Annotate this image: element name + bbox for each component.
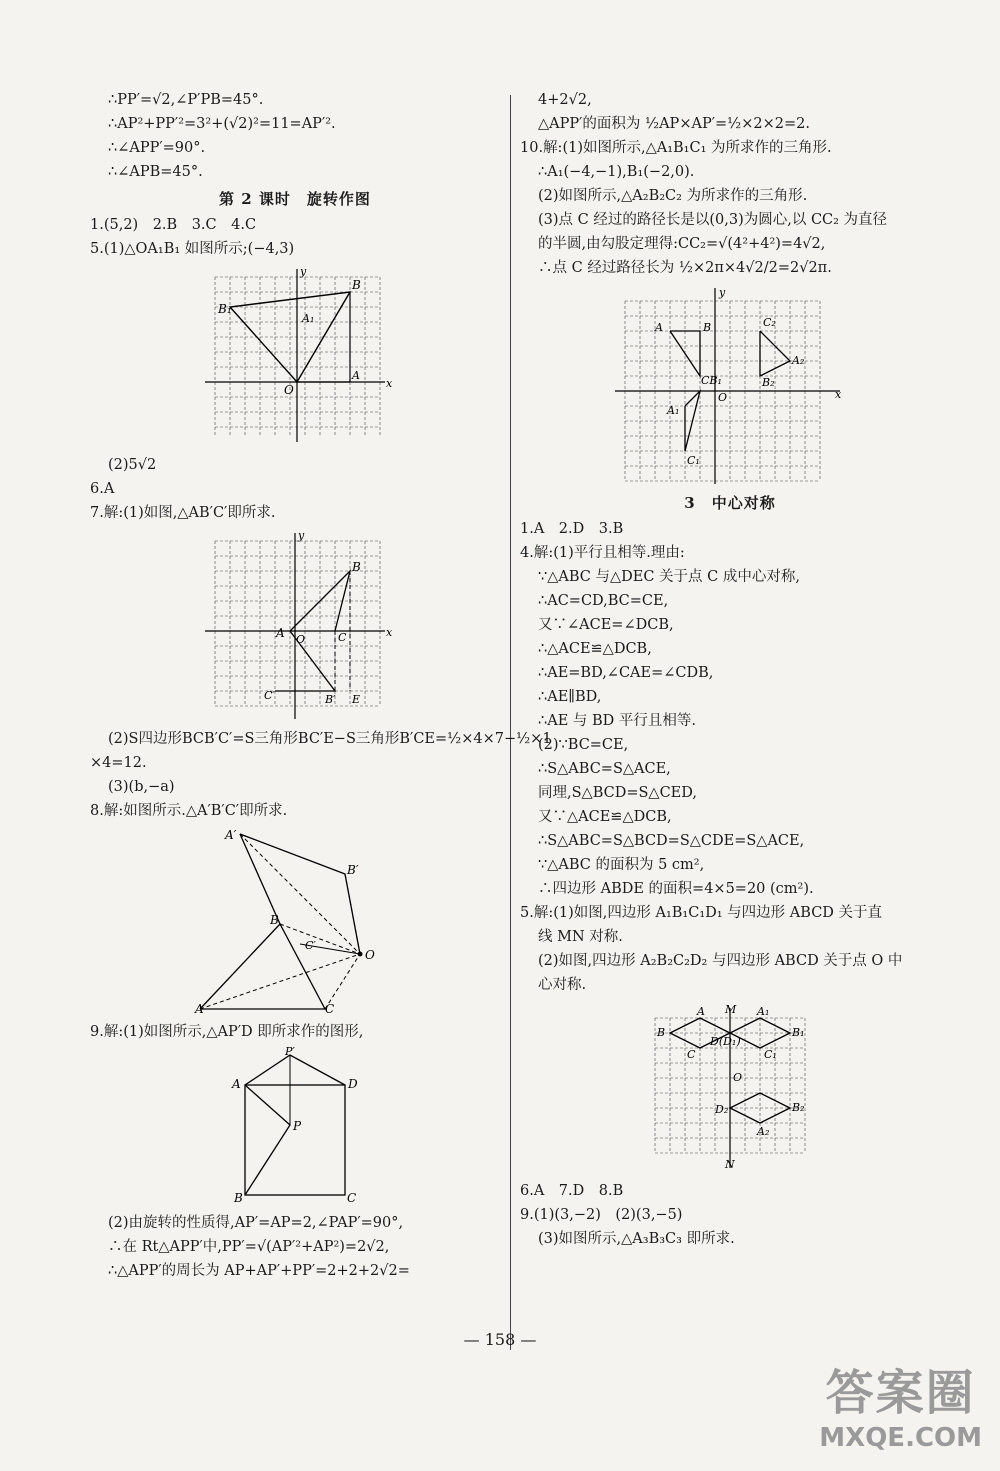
text-line: (2)如图所示,△A₂B₂C₂ 为所求作的三角形.: [538, 188, 808, 204]
text-line: ∴∠APB=45°.: [108, 164, 203, 180]
svg-text:y: y: [300, 265, 307, 278]
svg-text:y: y: [719, 286, 726, 299]
text-line: ∴AE∥BD,: [538, 689, 602, 705]
svg-text:x: x: [386, 626, 393, 639]
text-line: ∵△ABC 的面积为 5 cm²,: [538, 857, 705, 873]
svg-text:B: B: [352, 560, 361, 574]
figure-q10: [615, 286, 845, 486]
text-line: 又∵∠ACE=∠DCB,: [538, 617, 674, 633]
text-line: ∴AP²+PP′²=3²+(√2)²=11=AP′².: [108, 116, 336, 132]
figure-q5: [200, 265, 393, 447]
text-line: ∴四边形 ABDE 的面积=4×5=20 (cm²).: [538, 881, 814, 897]
right-column: [520, 88, 940, 1251]
svg-text:P′: P′: [285, 1045, 295, 1058]
text-line: ∴AC=CD,BC=CE,: [538, 593, 669, 609]
svg-text:y: y: [298, 529, 305, 542]
svg-text:O: O: [365, 948, 375, 962]
text-line: ∴S△ABC=S△ACE,: [538, 761, 671, 777]
text-line: ∴∠APP′=90°.: [108, 140, 206, 156]
text-line: 同理,S△BCD=S△CED,: [538, 785, 697, 801]
svg-text:B′: B′: [325, 693, 336, 706]
answers-6-8: 6.A 7.D 8.B: [520, 1183, 624, 1199]
q7-part2-a: (2)S四边形BCB′C′=S三角形BC′E−S三角形B′CE=½×4×7−½×1: [108, 731, 552, 747]
svg-text:N: N: [725, 1158, 735, 1171]
watermark-url: MXQE.COM: [819, 1423, 982, 1453]
q9-right-part3: (3)如图所示,△A₃B₃C₃ 即所求.: [538, 1231, 735, 1247]
q5-right-lines: [520, 925, 940, 997]
left-column: [90, 88, 552, 1283]
question-7: 7.解:(1)如图,△AB′C′即所求.: [90, 505, 276, 521]
svg-text:A₁: A₁: [302, 312, 315, 325]
text-line: ∴△ACE≌△DCB,: [538, 641, 652, 657]
svg-text:B₁: B₁: [792, 1026, 805, 1039]
text-line: ∴PP′=√2,∠P′PB=45°.: [108, 92, 264, 108]
svg-text:B: B: [270, 913, 279, 927]
text-line: (2)如图,四边形 A₂B₂C₂D₂ 与四边形 ABCD 关于点 O 中: [538, 953, 903, 969]
svg-text:B₂: B₂: [792, 1101, 805, 1114]
svg-text:A₂: A₂: [792, 354, 805, 367]
svg-text:D(D₁): D(D₁): [710, 1035, 741, 1048]
svg-text:A₂: A₂: [757, 1125, 770, 1138]
svg-text:A: A: [232, 1077, 241, 1091]
svg-text:O: O: [733, 1071, 743, 1084]
figure-q5-right: [645, 1003, 815, 1173]
text-line: (2)∵BC=CE,: [538, 737, 629, 753]
section-heading: 第 2 课时 旋转作图: [219, 190, 371, 208]
text-line: ∴S△ABC=S△BCD=S△CDE=S△ACE,: [538, 833, 805, 849]
text-line: ∴AE=BD,∠CAE=∠CDB,: [538, 665, 714, 681]
watermark: [819, 1354, 982, 1453]
svg-text:B₂: B₂: [762, 376, 775, 389]
svg-text:C: C: [338, 631, 347, 644]
svg-text:CB₁: CB₁: [701, 374, 722, 387]
svg-text:B: B: [703, 321, 712, 334]
svg-text:E: E: [352, 693, 361, 706]
svg-text:O: O: [284, 383, 294, 397]
question-8: 8.解:如图所示.△A′B′C′即所求.: [90, 803, 288, 819]
answers-1-3: 1.A 2.D 3.B: [520, 521, 624, 537]
question-9: 9.解:(1)如图所示,△AP′D 即所求作的图形,: [90, 1024, 364, 1040]
text-line: 心对称.: [538, 977, 587, 993]
text-line: 又∵△ACE≌△DCB,: [538, 809, 672, 825]
answers-1-4: 1.(5,2) 2.B 3.C 4.C: [90, 217, 257, 233]
svg-text:O: O: [296, 633, 306, 646]
figure-q9: [230, 1045, 360, 1205]
q7-part2-b: ×4=12.: [90, 755, 147, 771]
svg-text:A₁: A₁: [667, 404, 680, 417]
question-10: 10.解:(1)如图所示,△A₁B₁C₁ 为所求作的三角形.: [520, 140, 832, 156]
question-5-right: 5.解:(1)如图,四边形 A₁B₁C₁D₁ 与四边形 ABCD 关于直: [520, 905, 883, 921]
svg-text:B: B: [234, 1191, 243, 1205]
text-line: ∴点 C 经过路径长为 ½×2π×4√2/2=2√2π.: [538, 260, 832, 276]
svg-text:C′: C′: [264, 689, 275, 702]
svg-text:B: B: [657, 1026, 666, 1039]
text-line: 的半圆,由勾股定理得:CC₂=√(4²+4²)=4√2,: [538, 236, 826, 252]
svg-text:C: C: [687, 1048, 696, 1061]
text-line: (3)点 C 经过的路径长是以(0,3)为圆心,以 CC₂ 为直径: [538, 212, 888, 228]
svg-text:A: A: [352, 369, 360, 382]
text-line: ∴△APP′的周长为 AP+AP′+PP′=2+2+2√2=: [108, 1263, 410, 1279]
svg-text:B′: B′: [347, 863, 359, 877]
q4-proof: [520, 565, 940, 901]
question-6: 6.A: [90, 481, 115, 497]
text-line: △APP′的面积为 ½AP×AP′=½×2×2=2.: [538, 116, 810, 132]
column-divider: [510, 95, 511, 1350]
right-top-lines: [520, 88, 940, 136]
svg-text:M: M: [725, 1003, 737, 1016]
watermark-title: 答案圈: [825, 1365, 976, 1421]
text-line: 4+2√2,: [538, 92, 592, 108]
text-line: 线 MN 对称.: [538, 929, 623, 945]
figure-q8: [195, 829, 395, 1014]
text-line: (2)由旋转的性质得,AP′=AP=2,∠PAP′=90°,: [108, 1215, 404, 1231]
q10-lines: [520, 160, 940, 280]
svg-text:C: C: [347, 1191, 357, 1205]
svg-text:A₁: A₁: [757, 1005, 770, 1018]
question-5: 5.(1)△OA₁B₁ 如图所示;(−4,3): [90, 241, 295, 257]
text-line: ∴AE 与 BD 平行且相等.: [538, 713, 696, 729]
svg-text:x: x: [835, 388, 842, 401]
text-line: ∴A₁(−4,−1),B₁(−2,0).: [538, 164, 695, 180]
q7-part3: (3)(b,−a): [108, 779, 175, 795]
svg-text:C₁: C₁: [687, 454, 700, 467]
figure-q7: [200, 529, 393, 721]
svg-text:A: A: [276, 626, 285, 640]
svg-text:B: B: [352, 278, 361, 292]
svg-text:D: D: [348, 1077, 358, 1091]
svg-text:x: x: [386, 377, 393, 390]
question-9-right: 9.(1)(3,−2) (2)(3,−5): [520, 1207, 683, 1223]
svg-text:C: C: [325, 1002, 335, 1016]
q5-part2: (2)5√2: [108, 457, 157, 473]
svg-text:C₂: C₂: [763, 316, 776, 329]
svg-text:B₁: B₁: [218, 302, 232, 316]
svg-text:D₂: D₂: [715, 1103, 729, 1116]
svg-text:A: A: [195, 1002, 204, 1016]
svg-text:C₁: C₁: [764, 1048, 777, 1061]
question-4: 4.解:(1)平行且相等.理由:: [520, 545, 685, 561]
svg-text:O: O: [718, 391, 728, 404]
svg-text:P: P: [293, 1119, 302, 1133]
text-line: ∴在 Rt△APP′中,PP′=√(AP′²+AP²)=2√2,: [108, 1239, 390, 1255]
text-line: ∵△ABC 与△DEC 关于点 C 成中心对称,: [538, 569, 800, 585]
svg-text:A: A: [697, 1005, 705, 1018]
svg-text:C′: C′: [305, 939, 316, 952]
page-number: — 158 —: [463, 1330, 537, 1349]
left-top-lines: [90, 88, 500, 184]
svg-text:A: A: [655, 321, 663, 334]
q9-part2: [90, 1211, 500, 1283]
svg-text:A′: A′: [225, 828, 237, 842]
section-heading-central-symmetry: 3 中心对称: [684, 494, 776, 512]
